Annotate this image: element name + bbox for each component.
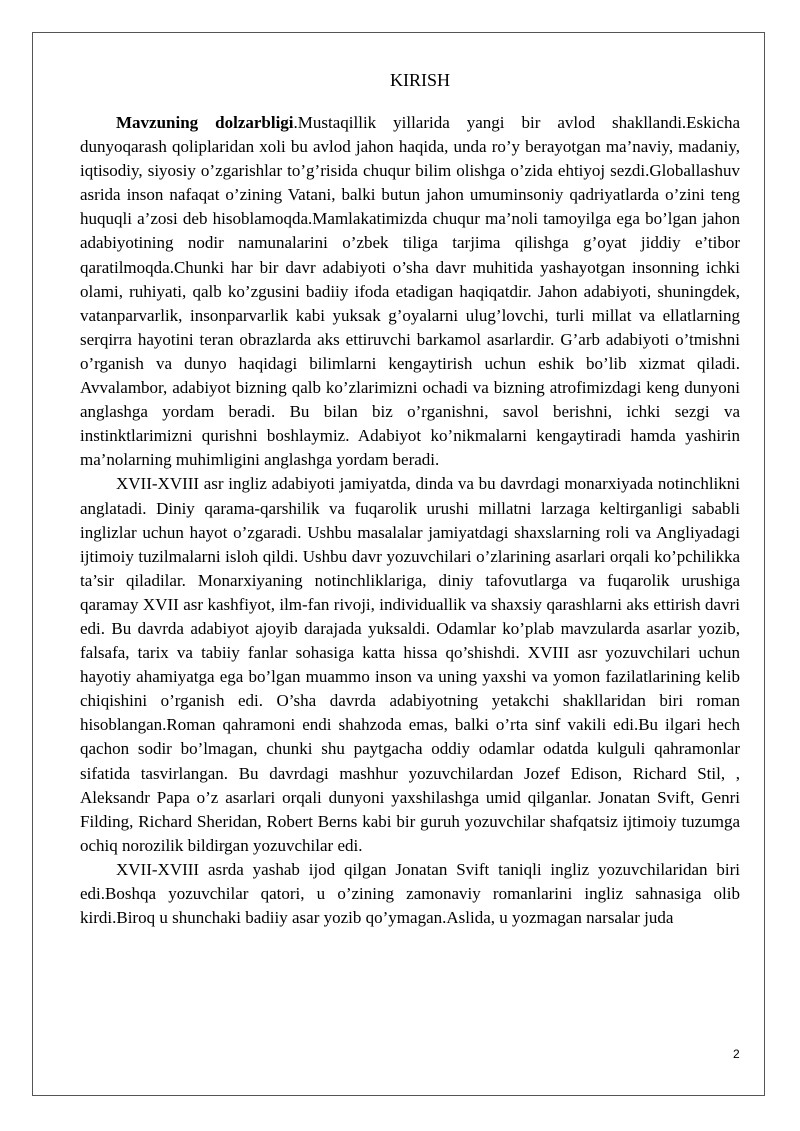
paragraph-lead: Mavzuning dolzarbligi bbox=[116, 113, 294, 132]
document-body bbox=[80, 70, 740, 930]
page-number: 2 bbox=[733, 1047, 740, 1061]
paragraph-2: XVII-XVIII asr ingliz adabiyoti jamiyatda, dinda va bu davrdagi monarxiyada notinchlikni anglatadi. Diniy qarama-qarshilik va fuqarolik urushi millatni larzaga keltirganligi sababli inglizlar uchun hayot o’zgaradi. Ushbu masalalar jamiyatdagi shaxslarning roli va Angliyadagi ijtimoiy tuzilmalarni isloh qildi. Ushbu davr yozuvchilari o’zlarining asarlari orqali ko’pchilikka ta’sir qiladilar. Monarxiyaning notinchliklariga, diniy tafovutlarga va fuqarolik urushiga qaramay XVII asr kashfiyot, ilm-fan rivoji, individuallik va shaxsiy qarashlarni aks ettirish davri edi. Bu davrda adabiyot ajoyib darajada yuksaldi. Odamlar ko’plab mavzularda asarlar yozib, falsafa, tarix va tabiiy fanlar sohasiga katta hissa qo’shishdi. XVIII asr yozuvchilari uchun hayotiy ahamiyatga ega bo’lgan muammo inson va uning yaxshi va yomon fazilatlarining kelib chiqishini o’rganish edi. O’sha davrda adabiyotning yetakchi shakllaridan biri roman hisoblangan.Roman qahramoni endi shahzoda emas, balki o’rta sinf vakili edi.Bu ilgari hech qachon sodir bo’lmagan, chunki shu paytgacha oddiy odamlar odatda kulguli qahramonlar sifatida tasvirlangan. Bu davrdagi mashhur yozuvchilardan Jozef Edison, Richard Stil, , Aleksandr Papa o’z asarlari orqali dunyoni yaxshilashga umid qilganlar. Jonatan Svift, Genri Filding, Richard Sheridan, Robert Berns kabi bir guruh yozuvchilar shafqatsiz ijtimoiy tuzumga ochiq norozilik bildirgan yozuvchilar edi. bbox=[80, 474, 740, 855]
paragraph-text: .Mustaqillik yillarida yangi bir avlod shakllandi.Eskicha dunyoqarash qoliplaridan xoli bu avlod jahon haqida, unda ro’y berayotgan ma’naviy, madaniy, iqtisodiy, siyosiy o’zgarishlar to’g’risida chuqur bilim olishga o’zida ehtiyoj sezdi.Globallashuv asrida inson nafaqat o’zining Vatani, balki butun jahon umuminsoniy qadriyatlarda o’zini teng huquqli a’zosi deb hisoblamoqda.Mamlakatimizda chuqur ma’noli tamoyilga ega bo’lgan jahon adabiyotining nodir namunalarini o’zbek tiliga tarjima qilishga g’oyat jiddiy e’tibor qaratilmoqda.Chunki har bir davr adabiyoti o’sha davr muhitida yashayotgan insonning ichki olami, ruhiyati, qalb ko’zgusini badiiy ifoda etadigan haqiqatdir. Jahon adabiyoti, shuningdek, vatanparvarlik, insonparvarlik kabi yuksak g’oyalarni ulug’lovchi, turli millat va ellatlarning serqirra hayotini teran obrazlarda aks ettiruvchi barkamol asarlardir. G’arb adabiyoti o’tmishni o’rganish va dunyo haqidagi bilimlarni kengaytirish uchun eshik bo’lib xizmat qiladi. Avvalambor, adabiyot bizning qalb ko’zlarimizni ochadi va bizning atrofimizdagi keng dunyoni anglashga yordam beradi. Bu bilan biz o’rganishni, savol berishni, ichki sezgi va instinktlarimizni qurishni boshlaymiz. Adabiyot ko’nikmalarni kengaytiradi hamda yashirin ma’nolarning muhimligini anglashga yordam beradi. bbox=[80, 113, 740, 470]
paragraph-1 bbox=[80, 111, 740, 472]
paragraph-3: XVII-XVIII asrda yashab ijod qilgan Jonatan Svift taniqli ingliz yozuvchilaridan biri edi.Boshqa yozuvchilar qatori, u o’zining zamonaviy romanlarini ingliz sahnasiga olib kirdi.Biroq u shunchaki badiiy asar yozib qo’ymagan.Aslida, u yozmagan narsalar juda bbox=[80, 859, 740, 928]
page-title: KIRISH bbox=[389, 70, 450, 90]
